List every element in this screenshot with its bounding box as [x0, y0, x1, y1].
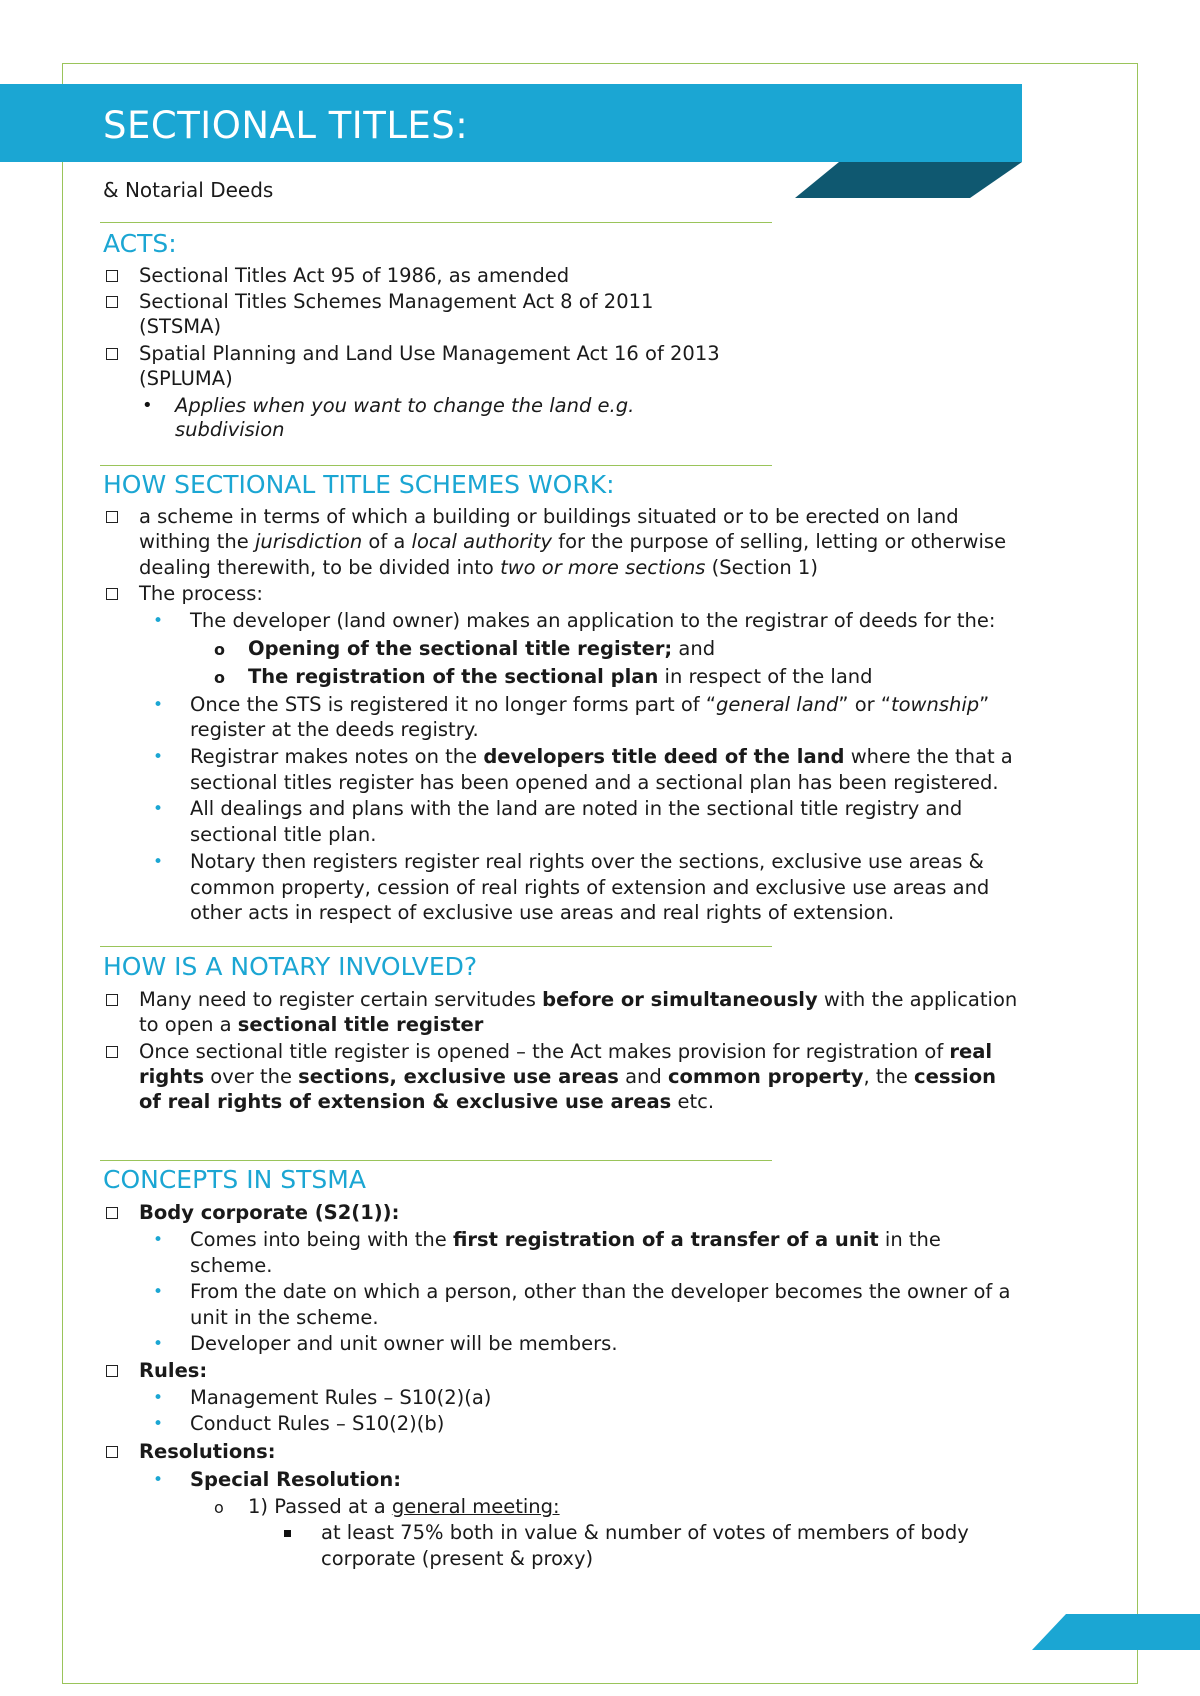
bullet-icon: • — [153, 852, 164, 872]
section-divider — [100, 1160, 772, 1161]
process-step: common property, cession of real rights of extension and exclusive use areas and — [190, 876, 990, 899]
act-item-continuation: (STSMA) — [139, 315, 222, 338]
process-step: sectional titles register has been opened and a sectional plan has been registered. — [190, 771, 999, 794]
page-subtitle: & Notarial Deeds — [103, 178, 274, 202]
concepts-heading: CONCEPTS IN STSMA — [103, 1165, 366, 1194]
notary-text: to open a sectional title register — [139, 1013, 484, 1036]
checkbox-icon — [106, 296, 118, 308]
bullet-icon: • — [153, 1470, 164, 1490]
concept-item: From the date on which a person, other than the developer becomes the owner of a — [190, 1280, 1011, 1303]
circle-bullet-icon: o — [214, 640, 225, 659]
checkbox-icon — [106, 511, 118, 523]
header-dark-parallelogram — [795, 162, 1022, 198]
bullet-icon: • — [153, 1230, 164, 1250]
notary-heading: HOW IS A NOTARY INVOLVED? — [103, 952, 478, 981]
concept-item: Special Resolution: — [190, 1468, 401, 1491]
act-item: Sectional Titles Schemes Management Act 8 of 2011 — [139, 290, 654, 313]
bullet-icon: • — [153, 1388, 164, 1408]
concept-label: Rules: — [139, 1359, 208, 1382]
notary-text: Once sectional title register is opened – the Act makes provision for registration of real — [139, 1040, 993, 1063]
process-substep: The registration of the sectional plan in respect of the land — [248, 665, 873, 688]
act-note: Applies when you want to change the land e.g. — [175, 394, 635, 417]
notary-text: rights over the sections, exclusive use areas and common property, the cession — [139, 1065, 997, 1088]
process-step: Notary then registers register real rights over the sections, exclusive use areas & — [190, 850, 984, 873]
bullet-icon: • — [153, 1414, 164, 1434]
process-step: register at the deeds registry. — [190, 718, 479, 741]
checkbox-icon — [106, 1046, 118, 1058]
circle-bullet-icon: o — [214, 668, 225, 687]
square-bullet-icon — [284, 1530, 291, 1537]
bullet-icon: • — [153, 1334, 164, 1354]
process-step: other acts in respect of exclusive use areas and real rights of extension. — [190, 901, 895, 924]
concept-subsubitem: at least 75% both in value & number of votes of members of body — [321, 1521, 969, 1544]
concept-item: scheme. — [190, 1254, 273, 1277]
process-substep: Opening of the sectional title register; and — [248, 637, 716, 660]
concept-item: Conduct Rules – S10(2)(b) — [190, 1412, 445, 1435]
checkbox-icon — [106, 270, 118, 282]
page-title: SECTIONAL TITLES: — [103, 104, 469, 147]
checkbox-icon — [106, 1446, 118, 1458]
concept-label: Resolutions: — [139, 1440, 276, 1463]
definition-text: a scheme in terms of which a building or buildings situated or to be erected on land — [139, 505, 959, 528]
concept-item: Comes into being with the first registration of a transfer of a unit in the — [190, 1228, 941, 1251]
act-item-continuation: (SPLUMA) — [139, 367, 233, 390]
section-divider — [100, 465, 772, 466]
bullet-icon: • — [153, 799, 164, 819]
concept-item: Developer and unit owner will be members. — [190, 1332, 618, 1355]
bullet-icon: • — [153, 747, 164, 767]
notary-text: of real rights of extension & exclusive use areas etc. — [139, 1090, 715, 1113]
footer-corner-shape — [1032, 1614, 1200, 1650]
checkbox-icon — [106, 588, 118, 600]
concept-item: Management Rules – S10(2)(a) — [190, 1386, 492, 1409]
bullet-icon: • — [153, 611, 164, 631]
how-work-heading: HOW SECTIONAL TITLE SCHEMES WORK: — [103, 470, 615, 499]
bullet-icon: • — [153, 1282, 164, 1302]
checkbox-icon — [106, 994, 118, 1006]
act-item: Spatial Planning and Land Use Management Act 16 of 2013 — [139, 342, 720, 365]
definition-text: dealing therewith, to be divided into two or more sections (Section 1) — [139, 556, 818, 579]
process-step: sectional title plan. — [190, 823, 377, 846]
concept-subitem: 1) Passed at a general meeting: — [248, 1495, 560, 1518]
concept-subsubitem: corporate (present & proxy) — [321, 1547, 594, 1570]
concept-label: Body corporate (S2(1)): — [139, 1201, 400, 1224]
process-step: All dealings and plans with the land are noted in the sectional title registry and — [190, 797, 963, 820]
process-label: The process: — [139, 582, 263, 605]
section-divider — [100, 946, 772, 947]
definition-text: withing the jurisdiction of a local authority for the purpose of selling, letting or otherwise — [139, 530, 1007, 553]
bullet-icon: • — [153, 695, 164, 715]
section-divider — [100, 222, 772, 223]
checkbox-icon — [106, 1207, 118, 1219]
act-note: subdivision — [175, 418, 285, 441]
act-item: Sectional Titles Act 95 of 1986, as amended — [139, 264, 570, 287]
bullet-icon: • — [142, 395, 153, 416]
process-step: Once the STS is registered it no longer forms part of “general land” or “township” — [190, 693, 990, 716]
process-step: Registrar makes notes on the developers title deed of the land where the that a — [190, 745, 1013, 768]
process-step: The developer (land owner) makes an application to the registrar of deeds for the: — [190, 609, 996, 632]
notary-text: Many need to register certain servitudes before or simultaneously with the application — [139, 988, 1018, 1011]
checkbox-icon — [106, 348, 118, 360]
concept-item: unit in the scheme. — [190, 1306, 379, 1329]
circle-bullet-icon: o — [214, 1498, 224, 1517]
acts-heading: ACTS: — [103, 229, 177, 258]
checkbox-icon — [106, 1365, 118, 1377]
